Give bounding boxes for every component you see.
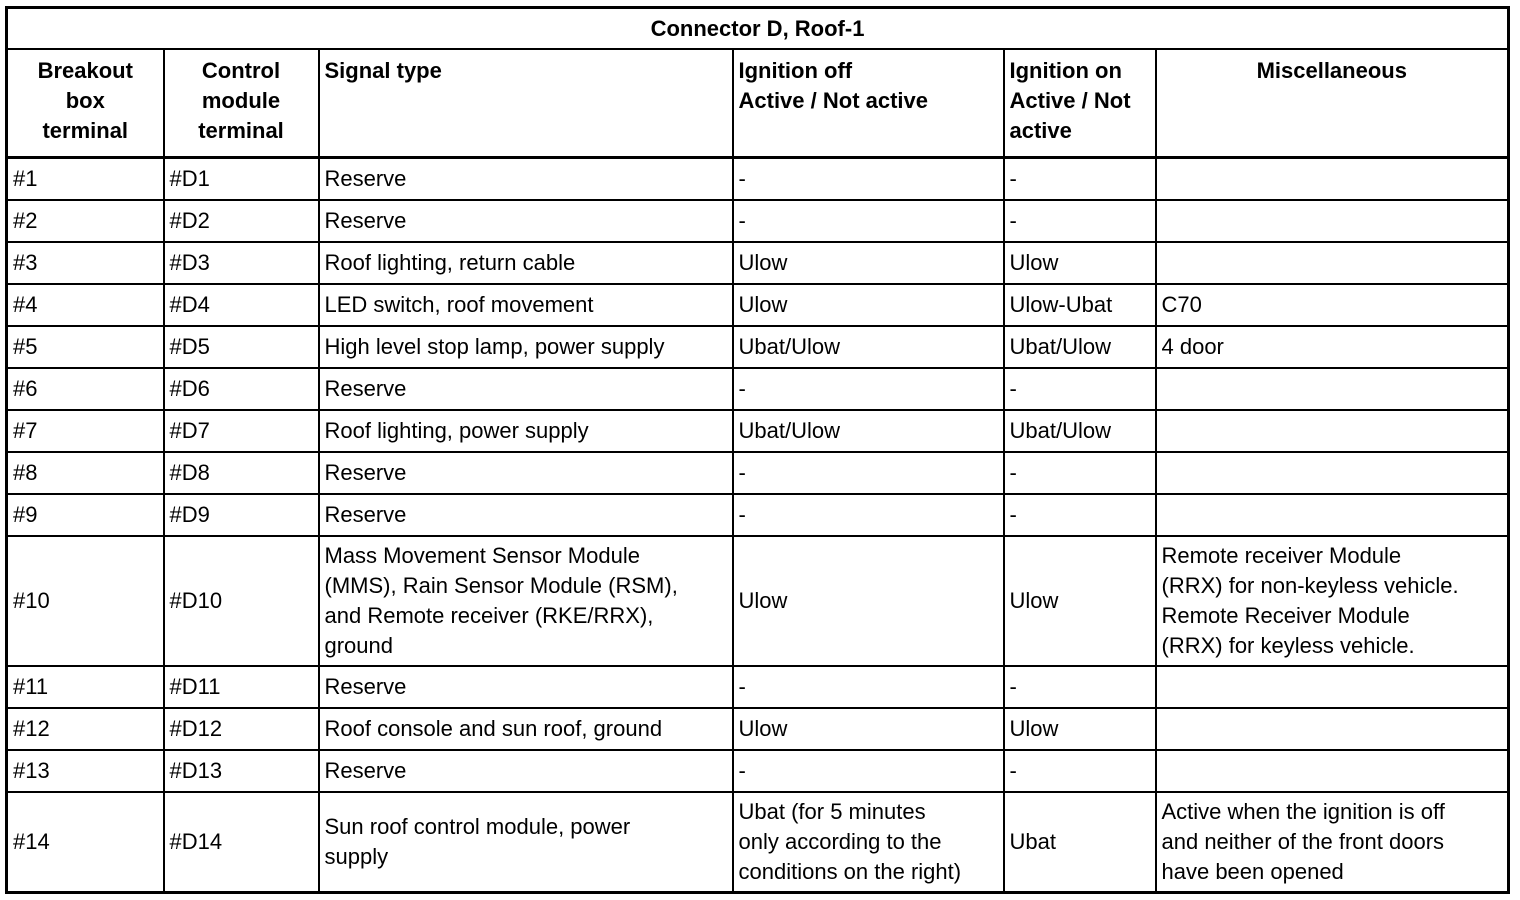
cell-line: Sun roof control module, power: [324, 814, 631, 839]
cell-line: Ubat: [1009, 829, 1056, 854]
cell-line: -: [738, 460, 746, 485]
signal-type-cell: [319, 368, 733, 410]
cell-line: Reserve: [324, 758, 407, 783]
ignition-off-cell: [733, 708, 1004, 750]
header-ignition-off: [733, 49, 1004, 158]
table-row: [7, 536, 1509, 666]
header-control-module-terminal: [164, 49, 319, 158]
table-row: [7, 708, 1509, 750]
cell-line: Ulow: [1009, 250, 1059, 275]
cell-line: C70: [1161, 292, 1202, 317]
cell-line: High level stop lamp, power supply: [324, 334, 665, 359]
table-body: [7, 158, 1509, 893]
cell-line: Roof console and sun roof, ground: [324, 716, 663, 741]
ignition-on-cell: [1004, 750, 1156, 792]
control-module-terminal-cell: #D5: [164, 326, 319, 368]
header-line: Active / Not active: [738, 88, 929, 113]
table-row: [7, 750, 1509, 792]
header-line: Breakout: [37, 58, 133, 83]
ignition-on-cell: [1004, 666, 1156, 708]
cell-line: Ulow: [738, 716, 788, 741]
header-ignition-on: [1004, 49, 1156, 158]
control-module-terminal-cell: #D10: [164, 536, 319, 666]
breakout-box-terminal-cell: #7: [7, 410, 164, 452]
cell-line: conditions on the right): [738, 859, 962, 884]
control-module-terminal-cell: #D7: [164, 410, 319, 452]
signal-type-cell: [319, 666, 733, 708]
signal-type-cell: [319, 284, 733, 326]
control-module-terminal-cell: #D12: [164, 708, 319, 750]
cell-line: -: [1009, 758, 1017, 783]
control-module-terminal-cell: #D13: [164, 750, 319, 792]
control-module-terminal-cell: #D4: [164, 284, 319, 326]
miscellaneous-cell: [1156, 536, 1509, 666]
header-line: Ignition off: [738, 58, 853, 83]
header-line: Ignition on: [1009, 58, 1122, 83]
cell-line: Reserve: [324, 166, 407, 191]
cell-line: Ubat/Ulow: [1009, 418, 1111, 443]
header-line: Active / Not: [1009, 88, 1131, 113]
signal-type-cell: [319, 708, 733, 750]
cell-line: 4 door: [1161, 334, 1224, 359]
ignition-on-cell: [1004, 200, 1156, 242]
miscellaneous-cell: [1156, 158, 1509, 201]
cell-line: -: [738, 502, 746, 527]
table-row: [7, 792, 1509, 893]
table-row: [7, 410, 1509, 452]
breakout-box-terminal-cell: #13: [7, 750, 164, 792]
miscellaneous-cell: [1156, 750, 1509, 792]
ignition-off-cell: [733, 242, 1004, 284]
control-module-terminal-cell: #D1: [164, 158, 319, 201]
cell-line: -: [1009, 166, 1017, 191]
breakout-box-terminal-cell: #3: [7, 242, 164, 284]
ignition-off-cell: [733, 452, 1004, 494]
miscellaneous-cell: [1156, 200, 1509, 242]
ignition-off-cell: [733, 750, 1004, 792]
cell-line: -: [1009, 208, 1017, 233]
ignition-on-cell: [1004, 410, 1156, 452]
miscellaneous-cell: [1156, 242, 1509, 284]
breakout-box-terminal-cell: #9: [7, 494, 164, 536]
header-signal-type: [319, 49, 733, 158]
cell-line: only according to the: [738, 829, 942, 854]
breakout-box-terminal-cell: #5: [7, 326, 164, 368]
cell-line: Ulow: [1009, 588, 1059, 613]
cell-line: have been opened: [1161, 859, 1344, 884]
ignition-on-cell: [1004, 368, 1156, 410]
table-row: [7, 666, 1509, 708]
cell-line: Ulow: [738, 292, 788, 317]
ignition-on-cell: [1004, 284, 1156, 326]
header-line: terminal: [42, 118, 129, 143]
miscellaneous-cell: [1156, 666, 1509, 708]
table-row: [7, 326, 1509, 368]
table-title: Connector D, Roof-1: [7, 8, 1509, 50]
ignition-on-cell: [1004, 158, 1156, 201]
cell-line: Reserve: [324, 208, 407, 233]
signal-type-cell: [319, 326, 733, 368]
signal-type-cell: [319, 158, 733, 201]
cell-line: -: [738, 674, 746, 699]
signal-type-cell: [319, 750, 733, 792]
table-title-row: [7, 8, 1509, 50]
ignition-on-cell: [1004, 494, 1156, 536]
header-line: box: [65, 88, 105, 113]
signal-type-cell: [319, 792, 733, 893]
breakout-box-terminal-cell: #10: [7, 536, 164, 666]
cell-line: Remote receiver Module: [1161, 543, 1402, 568]
miscellaneous-cell: [1156, 494, 1509, 536]
ignition-on-cell: [1004, 452, 1156, 494]
cell-line: -: [1009, 460, 1017, 485]
cell-line: Ulow: [1009, 716, 1059, 741]
table-row: [7, 158, 1509, 201]
ignition-off-cell: [733, 410, 1004, 452]
miscellaneous-cell: [1156, 368, 1509, 410]
table-row: [7, 242, 1509, 284]
header-line: Control: [201, 58, 281, 83]
cell-line: Ulow-Ubat: [1009, 292, 1113, 317]
table-row: [7, 368, 1509, 410]
ignition-on-cell: [1004, 708, 1156, 750]
table-row: [7, 452, 1509, 494]
control-module-terminal-cell: #D11: [164, 666, 319, 708]
miscellaneous-cell: [1156, 792, 1509, 893]
cell-line: -: [1009, 674, 1017, 699]
cell-line: -: [738, 166, 746, 191]
signal-type-cell: [319, 200, 733, 242]
header-line: module: [201, 88, 281, 113]
breakout-box-terminal-cell: #2: [7, 200, 164, 242]
cell-line: -: [738, 758, 746, 783]
signal-type-cell: [319, 494, 733, 536]
cell-line: -: [1009, 502, 1017, 527]
breakout-box-terminal-cell: #1: [7, 158, 164, 201]
cell-line: Reserve: [324, 502, 407, 527]
ignition-off-cell: [733, 792, 1004, 893]
cell-line: Roof lighting, return cable: [324, 250, 576, 275]
cell-line: Ulow: [738, 250, 788, 275]
breakout-box-terminal-cell: #14: [7, 792, 164, 893]
ignition-on-cell: [1004, 792, 1156, 893]
header-breakout-box-terminal: [7, 49, 164, 158]
breakout-box-terminal-cell: #4: [7, 284, 164, 326]
cell-line: (MMS), Rain Sensor Module (RSM),: [324, 573, 678, 598]
ignition-on-cell: [1004, 242, 1156, 284]
ignition-off-cell: [733, 284, 1004, 326]
cell-line: Ulow: [738, 588, 788, 613]
control-module-terminal-cell: #D3: [164, 242, 319, 284]
ignition-off-cell: [733, 368, 1004, 410]
ignition-off-cell: [733, 326, 1004, 368]
header-line: active: [1009, 118, 1072, 143]
header-line: Miscellaneous: [1256, 58, 1407, 83]
cell-line: Roof lighting, power supply: [324, 418, 589, 443]
header-line: terminal: [198, 118, 284, 143]
cell-line: Active when the ignition is off: [1161, 799, 1445, 824]
breakout-box-terminal-cell: #8: [7, 452, 164, 494]
signal-type-cell: [319, 242, 733, 284]
header-miscellaneous: [1156, 49, 1509, 158]
cell-line: and Remote receiver (RKE/RRX),: [324, 603, 654, 628]
cell-line: Remote Receiver Module: [1161, 603, 1410, 628]
cell-line: (RRX) for non-keyless vehicle.: [1161, 573, 1459, 598]
breakout-box-terminal-cell: #11: [7, 666, 164, 708]
cell-line: Reserve: [324, 674, 407, 699]
table-row: [7, 284, 1509, 326]
cell-line: (RRX) for keyless vehicle.: [1161, 633, 1415, 658]
column-header-row: [7, 49, 1509, 158]
cell-line: Reserve: [324, 376, 407, 401]
ignition-off-cell: [733, 494, 1004, 536]
cell-line: Ubat/Ulow: [738, 334, 840, 359]
ignition-off-cell: [733, 158, 1004, 201]
cell-line: and neither of the front doors: [1161, 829, 1445, 854]
signal-type-cell: [319, 452, 733, 494]
table-row: [7, 200, 1509, 242]
miscellaneous-cell: [1156, 326, 1509, 368]
cell-line: Mass Movement Sensor Module: [324, 543, 640, 568]
ignition-off-cell: [733, 666, 1004, 708]
control-module-terminal-cell: #D2: [164, 200, 319, 242]
connector-table: [5, 6, 1510, 894]
ignition-on-cell: [1004, 536, 1156, 666]
signal-type-cell: [319, 410, 733, 452]
cell-line: Ubat/Ulow: [738, 418, 840, 443]
miscellaneous-cell: [1156, 410, 1509, 452]
header-line: Signal type: [324, 58, 442, 83]
table-row: [7, 494, 1509, 536]
control-module-terminal-cell: #D9: [164, 494, 319, 536]
control-module-terminal-cell: #D8: [164, 452, 319, 494]
cell-line: supply: [324, 844, 389, 869]
miscellaneous-cell: [1156, 708, 1509, 750]
miscellaneous-cell: [1156, 284, 1509, 326]
ignition-off-cell: [733, 200, 1004, 242]
control-module-terminal-cell: #D6: [164, 368, 319, 410]
breakout-box-terminal-cell: #6: [7, 368, 164, 410]
breakout-box-terminal-cell: #12: [7, 708, 164, 750]
control-module-terminal-cell: #D14: [164, 792, 319, 893]
ignition-on-cell: [1004, 326, 1156, 368]
cell-line: Ubat (for 5 minutes: [738, 799, 926, 824]
cell-line: -: [738, 208, 746, 233]
cell-line: Reserve: [324, 460, 407, 485]
cell-line: Ubat/Ulow: [1009, 334, 1111, 359]
cell-line: LED switch, roof movement: [324, 292, 594, 317]
ignition-off-cell: [733, 536, 1004, 666]
miscellaneous-cell: [1156, 452, 1509, 494]
signal-type-cell: [319, 536, 733, 666]
cell-line: -: [738, 376, 746, 401]
cell-line: -: [1009, 376, 1017, 401]
cell-line: ground: [324, 633, 394, 658]
